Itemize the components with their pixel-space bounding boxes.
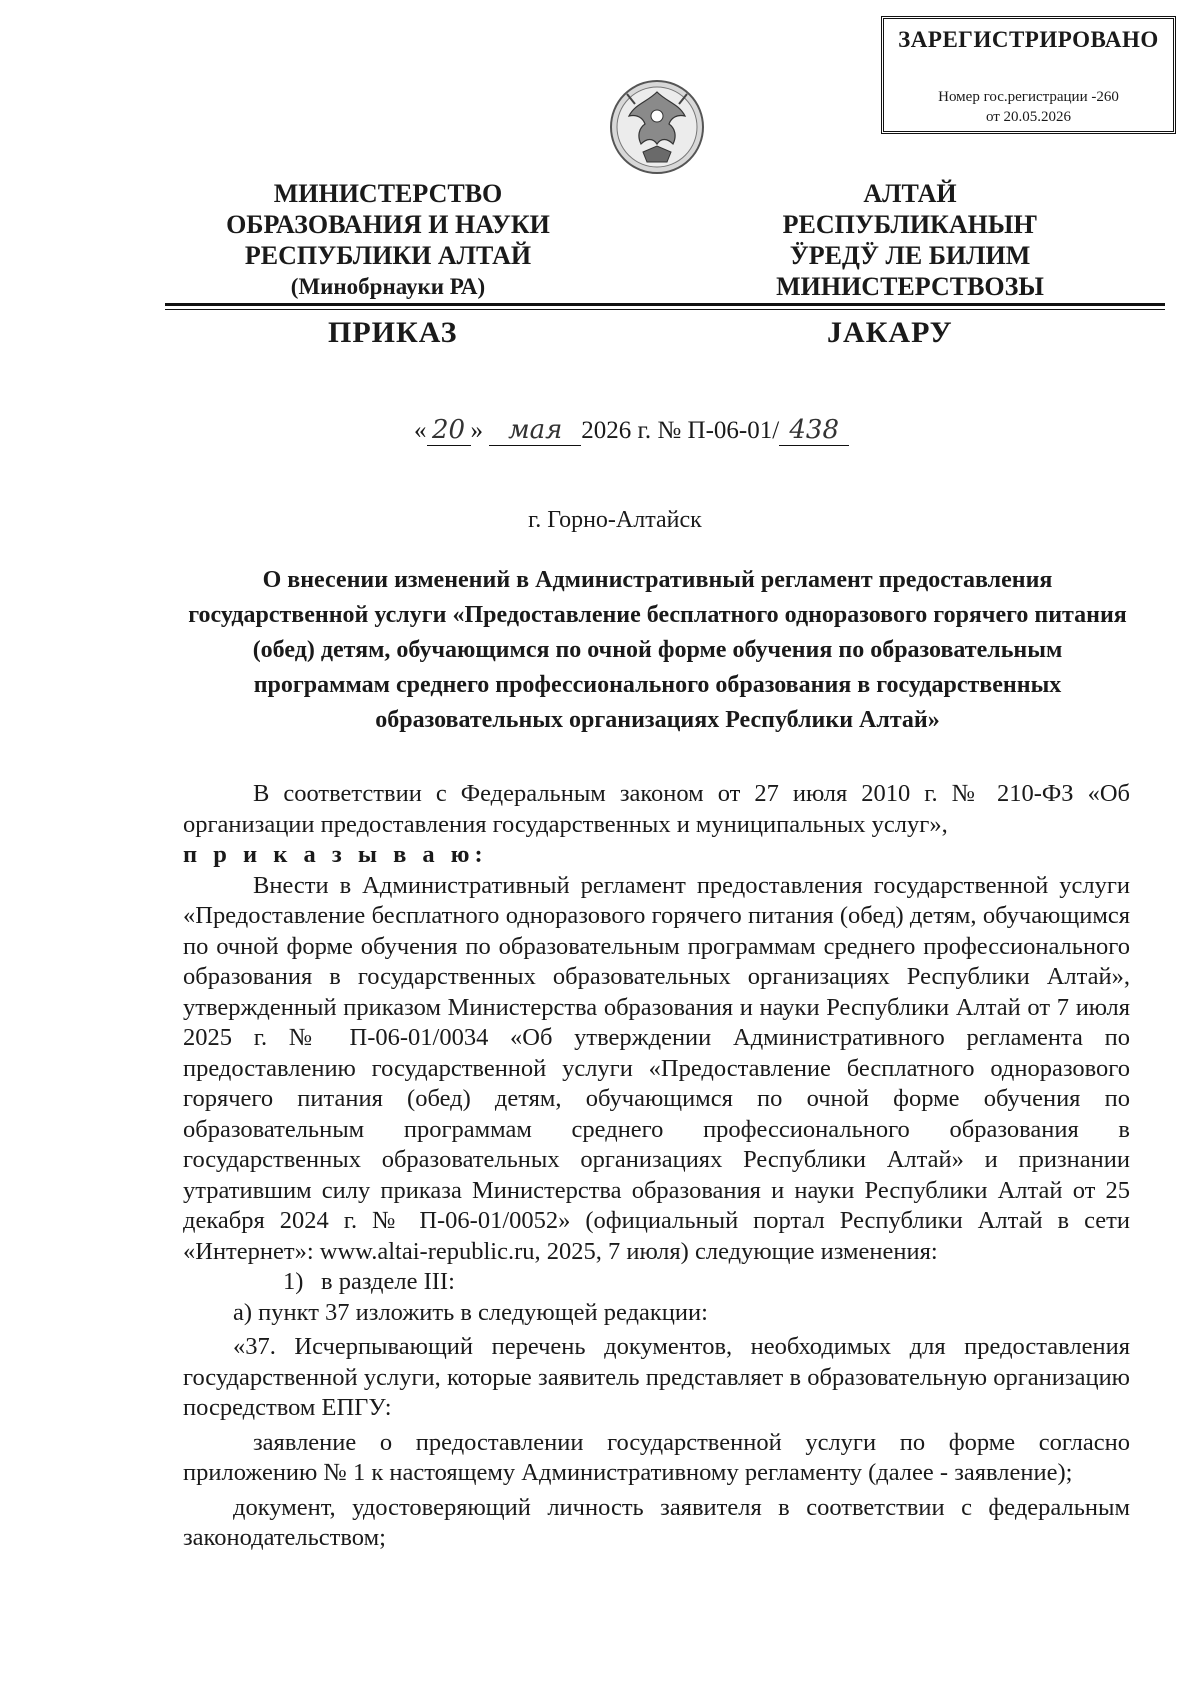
order-date-number-line — [414, 415, 849, 446]
list-item-number: 1) — [283, 1268, 304, 1295]
coat-of-arms-icon — [607, 72, 707, 182]
preamble-paragraph: В соответствии с Федеральным законом от 27 июля 2010 г. № 210-ФЗ «Об организации предоставления государственных и муниципальных услуг», — [183, 780, 1130, 838]
document-body — [183, 779, 1130, 1554]
ministry-name-line: АЛТАЙ РЕСПУБЛИКАНЫҤ — [782, 179, 1038, 239]
paragraph-application: заявление о предоставлении государственной услуги по форме согласно приложению № 1 к настоящему Административному регламенту (далее - заявление); — [183, 1428, 1130, 1486]
order-heading-altai: JАКАРУ — [827, 316, 953, 349]
ministry-name-line: ӰРЕДӰ ЛЕ БИЛИМ — [789, 241, 1031, 270]
ministry-name-altai — [740, 178, 1080, 302]
handwritten-order-number: 438 — [779, 415, 849, 446]
order-heading-russian: ПРИКАЗ — [328, 316, 458, 349]
stamp-registration-date: от 20.05.2026 — [985, 109, 1072, 125]
paragraph-37: «37. Исчерпывающий перечень документов, необходимых для предоставления государственной услуги, которые заявитель представляет в образовательную организацию посредством ЕПГУ: — [183, 1333, 1130, 1421]
date-open-quote: « — [414, 417, 427, 444]
ministry-name-line: ОБРАЗОВАНИЯ И НАУКИ — [226, 210, 550, 239]
year-and-number-prefix: 2026 г. № П-06-01/ — [581, 417, 780, 444]
paragraph-identity-document: документ, удостоверяющий личность заявителя в соответствии с федеральным законодательством; — [183, 1493, 1130, 1551]
stamp-registration-number: Номер гос.регистрации -260 — [938, 89, 1119, 105]
ministry-name-line: МИНИСТЕРСТВО — [273, 179, 503, 208]
list-item-text: в разделе III: — [321, 1268, 455, 1295]
ministry-name-russian — [198, 178, 578, 302]
ministry-name-line: МИНИСТЕРСТВОЗЫ — [776, 272, 1044, 301]
order-word: п р и к а з ы в а ю: — [183, 841, 488, 868]
date-close-quote: » — [470, 417, 483, 444]
document-title: О внесении изменений в Административный регламент предоставления государственной услуги «Предоставление бесплатного одноразового горячего питания (обед) детям, обучающимся по очной форме обучения по образовательным программам среднего профессионального образования в государственных образовательных организациях Республики Алтай» — [188, 567, 1127, 733]
city-name: г. Горно-Алтайск — [528, 507, 702, 533]
sub-item-a: а) пункт 37 изложить в следующей редакции: — [233, 1298, 708, 1326]
header-divider-thick — [165, 303, 1165, 306]
handwritten-month: мая — [489, 415, 581, 446]
list-item-1 — [183, 1267, 1130, 1298]
ministry-short-name: (Минобрнауки РА) — [290, 274, 486, 299]
main-paragraph: Внести в Административный регламент предоставления государственной услуги «Предоставление бесплатного одноразового горячего питания (обед) детям, обучающимся по очной форме обучения по образовательным программам среднего профессионального образования в государственных образовательных организациях Республики Алтай», утвержденный приказом Министерства образования и науки Республики Алтай от 7 июля 2025 г. № П-06-01/0034 «Об утверждении Административного регламента по предоставлению государственной услуги «Предоставление бесплатного одноразового горячего питания (обед) детям, обучающимся по очной форме обучения по образовательным программам среднего профессионального образования в государственных образовательных организациях Республики Алтай» и признании утратившим силу приказа Министерства образования и науки Республики Алтай от 25 декабря 2024 г. № П-06-01/0052» (официальный портал Республики Алтай в сети «Интернет»: www.altai-republic.ru, 2025, 7 июля) следующие изменения: — [183, 871, 1130, 1265]
registration-stamp — [881, 16, 1176, 134]
ministry-name-line: РЕСПУБЛИКИ АЛТАЙ — [244, 241, 532, 270]
header-divider-thin — [165, 309, 1165, 310]
stamp-title: ЗАРЕГИСТРИРОВАНО — [898, 27, 1159, 52]
handwritten-day: 20 — [427, 415, 471, 446]
